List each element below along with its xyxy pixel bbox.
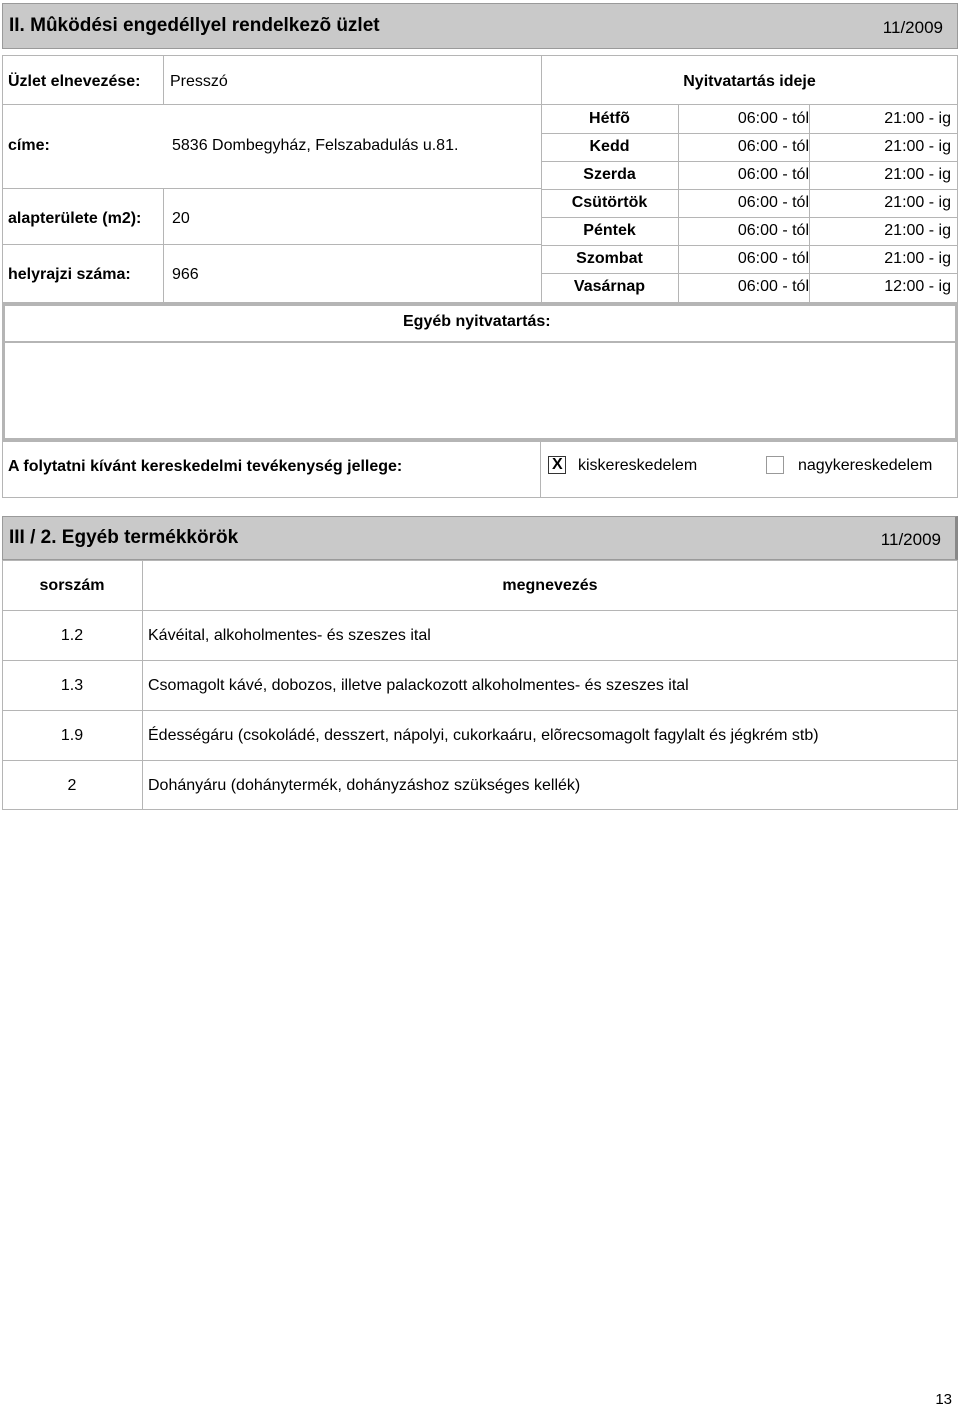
retail-check-mark: X <box>552 456 563 473</box>
section-2-header <box>2 3 958 49</box>
hours-day: Vasárnap <box>573 278 646 295</box>
section-2-title: II. Mûködési engedéllyel rendelkezõ üzlet <box>9 15 380 36</box>
row-name: Dohányáru (dohánytermék, dohányzáshoz szükséges kellék) <box>148 777 581 794</box>
row-number: 1.3 <box>60 677 84 694</box>
hours-day: Kedd <box>589 138 630 155</box>
activity-label: A folytatni kívánt kereskedelmi tevékenység jellege: <box>8 458 403 475</box>
hours-day: Szombat <box>576 250 643 267</box>
hours-day: Szerda <box>583 166 636 183</box>
store-name-label: Üzlet elnevezése: <box>8 73 141 90</box>
row-name: Csomagolt kávé, dobozos, illetve palackozott alkoholmentes- és szeszes ital <box>148 677 689 694</box>
section-3-date: 11/2009 <box>880 530 941 549</box>
hours-title: Nyitvatartás ideje <box>683 73 816 90</box>
store-name-value: Presszó <box>170 73 228 90</box>
row-name: Édességáru (csokoládé, desszert, nápolyi, cukorkaáru, elõrecsomagolt fagylalt és jégkrém stb) <box>148 727 819 744</box>
hours-to: 21:00 - ig <box>884 166 951 183</box>
area-label: alapterülete (m2): <box>8 210 142 227</box>
hours-to: 21:00 - ig <box>884 138 951 155</box>
hours-to: 21:00 - ig <box>884 194 951 211</box>
section-3-title: III / 2. Egyéb termékkörök <box>9 527 239 548</box>
row-name: Kávéital, alkoholmentes- és szeszes ital <box>148 627 431 644</box>
parcel-label: helyrajzi száma: <box>8 266 131 283</box>
hours-to: 21:00 - ig <box>884 222 951 239</box>
row-number: 1.2 <box>60 627 84 644</box>
row-number: 1.9 <box>60 727 84 744</box>
hours-from: 06:00 - tól <box>737 278 809 295</box>
row-number: 2 <box>67 777 77 794</box>
hours-day: Hétfõ <box>589 110 630 127</box>
col-header-number: sorszám <box>39 577 105 594</box>
retail-label: kiskereskedelem <box>578 457 698 474</box>
wholesale-label: nagykereskedelem <box>798 457 933 474</box>
hours-to: 21:00 - ig <box>884 250 951 267</box>
hours-to: 21:00 - ig <box>884 110 951 127</box>
page-number: 13 <box>935 1391 952 1408</box>
hours-to: 12:00 - ig <box>884 278 951 295</box>
hours-from: 06:00 - tól <box>737 250 809 267</box>
hours-from: 06:00 - tól <box>737 194 809 211</box>
area-value: 20 <box>172 210 190 227</box>
section-3-header <box>2 516 958 560</box>
address-value: 5836 Dombegyház, Felszabadulás u.81. <box>172 137 459 154</box>
hours-day: Csütörtök <box>571 194 648 211</box>
hours-from: 06:00 - tól <box>737 222 809 239</box>
retail-checkbox[interactable] <box>548 456 566 474</box>
other-hours-label: Egyéb nyitvatartás: <box>403 313 551 330</box>
col-header-name: megnevezés <box>502 577 598 594</box>
parcel-value: 966 <box>172 266 199 283</box>
hours-from: 06:00 - tól <box>737 166 809 183</box>
address-label: címe: <box>8 137 50 154</box>
hours-from: 06:00 - tól <box>737 138 809 155</box>
wholesale-checkbox[interactable] <box>766 456 784 474</box>
hours-from: 06:00 - tól <box>737 110 809 127</box>
hours-day: Péntek <box>583 222 636 239</box>
section-2-date: 11/2009 <box>882 18 943 37</box>
